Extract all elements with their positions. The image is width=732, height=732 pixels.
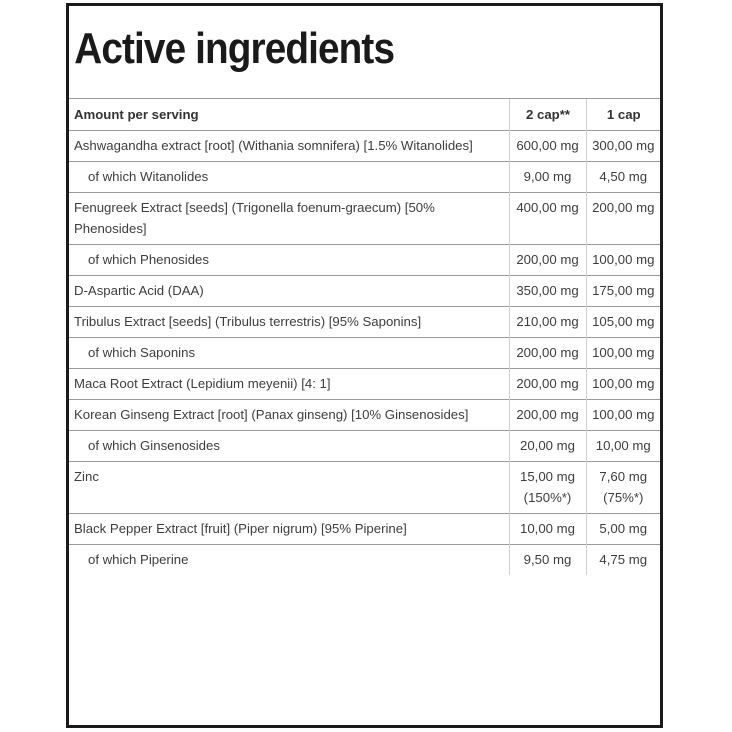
header-amount-per-serving: Amount per serving: [69, 99, 509, 131]
amount-two-cap: 400,00 mg: [509, 193, 586, 245]
header-one-cap: 1 cap: [586, 99, 660, 131]
amount-one-cap: 4,75 mg: [586, 545, 660, 576]
ingredient-name: Black Pepper Extract [fruit] (Piper nigrum) [95% Piperine]: [69, 514, 509, 545]
ingredients-table: [69, 98, 660, 575]
ingredient-name: of which Phenosides: [69, 245, 509, 276]
ingredient-name: Korean Ginseng Extract [root] (Panax ginseng) [10% Ginsenosides]: [69, 400, 509, 431]
table-row: [69, 431, 660, 462]
table-row: [69, 276, 660, 307]
table-row: [69, 369, 660, 400]
page-title: Active ingredients: [74, 24, 395, 73]
amount-two-cap: 9,50 mg: [509, 545, 586, 576]
amount-two-cap: 200,00 mg: [509, 338, 586, 369]
table-row: [69, 307, 660, 338]
amount-two-cap: 200,00 mg: [509, 400, 586, 431]
table-row: [69, 131, 660, 162]
amount-two-cap: 210,00 mg: [509, 307, 586, 338]
amount-two-cap: 9,00 mg: [509, 162, 586, 193]
amount-two-cap: 15,00 mg (150%*): [509, 462, 586, 514]
amount-two-cap: 20,00 mg: [509, 431, 586, 462]
table-row: [69, 338, 660, 369]
ingredient-name: of which Witanolides: [69, 162, 509, 193]
ingredient-name: of which Saponins: [69, 338, 509, 369]
amount-two-cap: 600,00 mg: [509, 131, 586, 162]
ingredient-name: Tribulus Extract [seeds] (Tribulus terrestris) [95% Saponins]: [69, 307, 509, 338]
table-row: [69, 245, 660, 276]
amount-two-cap: 350,00 mg: [509, 276, 586, 307]
ingredient-name: Ashwagandha extract [root] (Withania somnifera) [1.5% Witanolides]: [69, 131, 509, 162]
table-row: [69, 514, 660, 545]
header-two-cap: 2 cap**: [509, 99, 586, 131]
ingredient-name: of which Ginsenosides: [69, 431, 509, 462]
ingredient-name: of which Piperine: [69, 545, 509, 576]
amount-one-cap: 4,50 mg: [586, 162, 660, 193]
amount-one-cap: 105,00 mg: [586, 307, 660, 338]
ingredient-name: Maca Root Extract (Lepidium meyenii) [4: 1]: [69, 369, 509, 400]
ingredient-name: Fenugreek Extract [seeds] (Trigonella foenum-graecum) [50% Phenosides]: [69, 193, 509, 245]
amount-one-cap: 100,00 mg: [586, 245, 660, 276]
table-row: [69, 193, 660, 245]
amount-one-cap: 200,00 mg: [586, 193, 660, 245]
ingredient-name: Zinc: [69, 462, 509, 514]
amount-one-cap: 7,60 mg (75%*): [586, 462, 660, 514]
ingredient-name: D-Aspartic Acid (DAA): [69, 276, 509, 307]
table-row: [69, 545, 660, 576]
table-row: [69, 462, 660, 514]
table-row: [69, 400, 660, 431]
table-header-row: [69, 99, 660, 131]
amount-one-cap: 175,00 mg: [586, 276, 660, 307]
ingredients-panel: [66, 3, 663, 728]
amount-one-cap: 100,00 mg: [586, 338, 660, 369]
amount-one-cap: 100,00 mg: [586, 369, 660, 400]
amount-one-cap: 100,00 mg: [586, 400, 660, 431]
amount-two-cap: 10,00 mg: [509, 514, 586, 545]
amount-two-cap: 200,00 mg: [509, 245, 586, 276]
amount-one-cap: 5,00 mg: [586, 514, 660, 545]
table-row: [69, 162, 660, 193]
amount-one-cap: 10,00 mg: [586, 431, 660, 462]
amount-two-cap: 200,00 mg: [509, 369, 586, 400]
amount-one-cap: 300,00 mg: [586, 131, 660, 162]
